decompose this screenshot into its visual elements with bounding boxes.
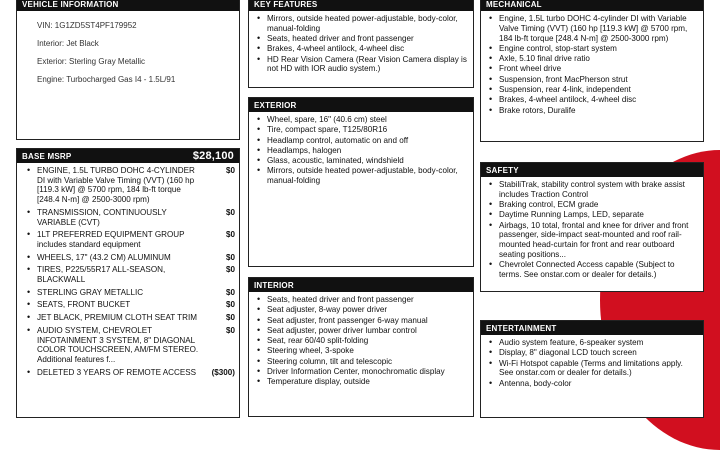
interior-title: INTERIOR <box>254 280 294 290</box>
mechanical-title: MECHANICAL <box>486 0 542 9</box>
msrp-option-row <box>37 166 239 205</box>
msrp-option-row <box>37 230 239 249</box>
list-item: • Steering column, tilt and telescopic <box>267 357 467 367</box>
exterior-list <box>249 112 473 186</box>
entertainment-panel <box>480 320 704 418</box>
msrp-option-text: • ENGINE, 1.5L TURBO DOHC 4-CYLINDER DI with Variable Valve Timing (VVT) (160 hp [119.3 kW] @ 5700 rpm, 184 lb-ft torque [248.4 N-m] @ 2500-3000 rpm) <box>37 166 195 205</box>
safety-list <box>481 177 703 280</box>
list-item: • Mirrors, outside heated power-adjustable, body-color, manual-folding <box>267 166 467 186</box>
exterior-header <box>249 98 473 112</box>
safety-title: SAFETY <box>486 165 519 175</box>
list-item: • HD Rear Vision Camera (Rear Vision Camera display is not HD with IOR audio system.) <box>267 55 467 75</box>
msrp-option-row <box>37 288 239 298</box>
interior-panel <box>248 277 474 417</box>
base-msrp-price: $28,100 <box>192 150 234 162</box>
exterior-text: Exterior: Sterling Gray Metallic <box>37 57 146 66</box>
interior-list <box>249 292 473 387</box>
msrp-option-amount: $0 <box>225 252 235 262</box>
list-item: • Wi-Fi Hotspot capable (Terms and limitations apply. See onstar.com or dealer for details.) <box>499 359 697 379</box>
safety-header <box>481 163 703 177</box>
vehicle-information-title: VEHICLE INFORMATION <box>22 0 119 9</box>
entertainment-list <box>481 335 703 388</box>
entertainment-header <box>481 321 703 335</box>
list-item: • Tire, compact spare, T125/80R16 <box>267 125 467 135</box>
msrp-option-row <box>37 313 239 323</box>
msrp-option-text: • AUDIO SYSTEM, CHEVROLET INFOTAINMENT 3 SYSTEM, 8" DIAGONAL COLOR TOUCHSCREEN, AM/FM STEREO. Additional features f... <box>37 325 199 364</box>
msrp-option-amount: $0 <box>225 166 235 175</box>
base-msrp-list <box>17 163 239 377</box>
list-item: • Glass, acoustic, laminated, windshield <box>267 156 467 166</box>
engine-text: Engine: Turbocharged Gas I4 - 1.5L/91 <box>37 75 176 84</box>
list-item: • Wheel, spare, 16" (40.6 cm) steel <box>267 115 467 125</box>
msrp-option-amount: $0 <box>225 265 235 275</box>
msrp-option-amount: $0 <box>225 287 235 297</box>
exterior-panel <box>248 97 474 267</box>
base-msrp-header <box>17 149 239 163</box>
vehicle-information-panel <box>16 0 240 140</box>
list-item: • Headlamps, halogen <box>267 146 467 156</box>
mechanical-panel <box>480 0 704 142</box>
msrp-option-row <box>37 326 239 365</box>
key-features-list <box>249 11 473 74</box>
msrp-option-text: • TIRES, P225/55R17 ALL-SEASON, BLACKWALL <box>37 265 166 285</box>
msrp-option-amount: $0 <box>225 313 235 323</box>
list-item: • Temperature display, outside <box>267 377 467 387</box>
interior-header <box>249 278 473 292</box>
list-item: • Seat adjuster, front passenger 6-way manual <box>267 316 467 326</box>
msrp-option-text: • 1LT PREFERRED EQUIPMENT GROUP includes standard equipment <box>37 230 185 249</box>
list-item: • Audio system feature, 6-speaker system <box>499 338 697 348</box>
list-item: • Engine, 1.5L turbo DOHC 4-cylinder DI with Variable Valve Timing (VVT) (160 hp [119.3 kW] @ 5700 rpm, 184 lb-ft torque [248.4 N-m] @ 2500-3000 rpm) <box>499 14 697 43</box>
list-item: • Engine control, stop-start system <box>499 44 697 54</box>
list-item: • Braking control, ECM grade <box>499 200 697 210</box>
list-item: • Mirrors, outside heated power-adjustable, body-color, manual-folding <box>267 14 467 34</box>
list-item: • Chevrolet Connected Access capable (Subject to terms. See onstar.com or dealer for details.) <box>499 260 697 280</box>
list-item: • Suspension, rear 4-link, independent <box>499 85 697 95</box>
list-item: • Brake rotors, Duralife <box>499 106 697 116</box>
list-item: • Display, 8" diagonal LCD touch screen <box>499 348 697 358</box>
vehicle-information-header <box>17 0 239 11</box>
msrp-option-row <box>37 265 239 284</box>
msrp-option-amount: ($300) <box>211 367 235 377</box>
list-item: • Seat adjuster, 8-way power driver <box>267 305 467 315</box>
msrp-option-row <box>37 208 239 227</box>
mechanical-list <box>481 11 703 115</box>
entertainment-title: ENTERTAINMENT <box>486 323 557 333</box>
base-msrp-title: BASE MSRP <box>22 151 72 161</box>
key-features-header <box>249 0 473 11</box>
msrp-option-text: • STERLING GRAY METALLIC <box>37 287 144 297</box>
list-item: • Seat, rear 60/40 split-folding <box>267 336 467 346</box>
msrp-option-row <box>37 368 239 378</box>
list-item: • Daytime Running Lamps, LED, separate <box>499 210 697 220</box>
msrp-option-row <box>37 300 239 310</box>
msrp-option-amount: $0 <box>225 207 235 217</box>
msrp-option-text: • DELETED 3 YEARS OF REMOTE ACCESS <box>37 367 197 377</box>
msrp-option-text: • WHEELS, 17" (43.2 CM) ALUMINUM <box>37 252 171 262</box>
msrp-option-amount: $0 <box>225 325 235 335</box>
msrp-option-row <box>37 253 239 263</box>
key-features-panel <box>248 0 474 88</box>
list-item: • StabiliTrak, stability control system with brake assist includes Traction Control <box>499 180 697 200</box>
interior-text: Interior: Jet Black <box>37 39 99 48</box>
mechanical-header <box>481 0 703 11</box>
list-item: • Airbags, 10 total, frontal and knee for driver and front passenger, side-impact seat-mounted and roof rail-mounted head-curtain for front and rear outboard seating positions... <box>499 221 697 260</box>
list-item: • Seats, heated driver and front passenger <box>267 34 467 44</box>
list-item: • Seat adjuster, power driver lumbar control <box>267 326 467 336</box>
msrp-option-text: • TRANSMISSION, CONTINUOUSLY VARIABLE (CVT) <box>37 207 167 227</box>
vin-text: VIN: 1G1ZD5ST4PF179952 <box>37 21 137 30</box>
safety-panel <box>480 162 704 292</box>
list-item: • Front wheel drive <box>499 64 697 74</box>
list-item: • Antenna, body-color <box>499 379 697 389</box>
list-item: • Axle, 5.10 final drive ratio <box>499 54 697 64</box>
msrp-option-amount: $0 <box>225 230 235 240</box>
list-item: • Suspension, front MacPherson strut <box>499 75 697 85</box>
msrp-option-text: • SEATS, FRONT BUCKET <box>37 300 131 310</box>
msrp-option-amount: $0 <box>225 300 235 310</box>
exterior-title: EXTERIOR <box>254 100 297 110</box>
list-item: • Driver Information Center, monochromatic display <box>267 367 467 377</box>
list-item: • Steering wheel, 3-spoke <box>267 346 467 356</box>
key-features-title: KEY FEATURES <box>254 0 318 9</box>
list-item: • Brakes, 4-wheel antilock, 4-wheel disc <box>499 95 697 105</box>
base-msrp-panel <box>16 148 240 418</box>
list-item: • Brakes, 4-wheel antilock, 4-wheel disc <box>267 44 467 54</box>
list-item: • Headlamp control, automatic on and off <box>267 136 467 146</box>
list-item: • Seats, heated driver and front passenger <box>267 295 467 305</box>
msrp-option-text: • JET BLACK, PREMIUM CLOTH SEAT TRIM <box>37 313 197 323</box>
